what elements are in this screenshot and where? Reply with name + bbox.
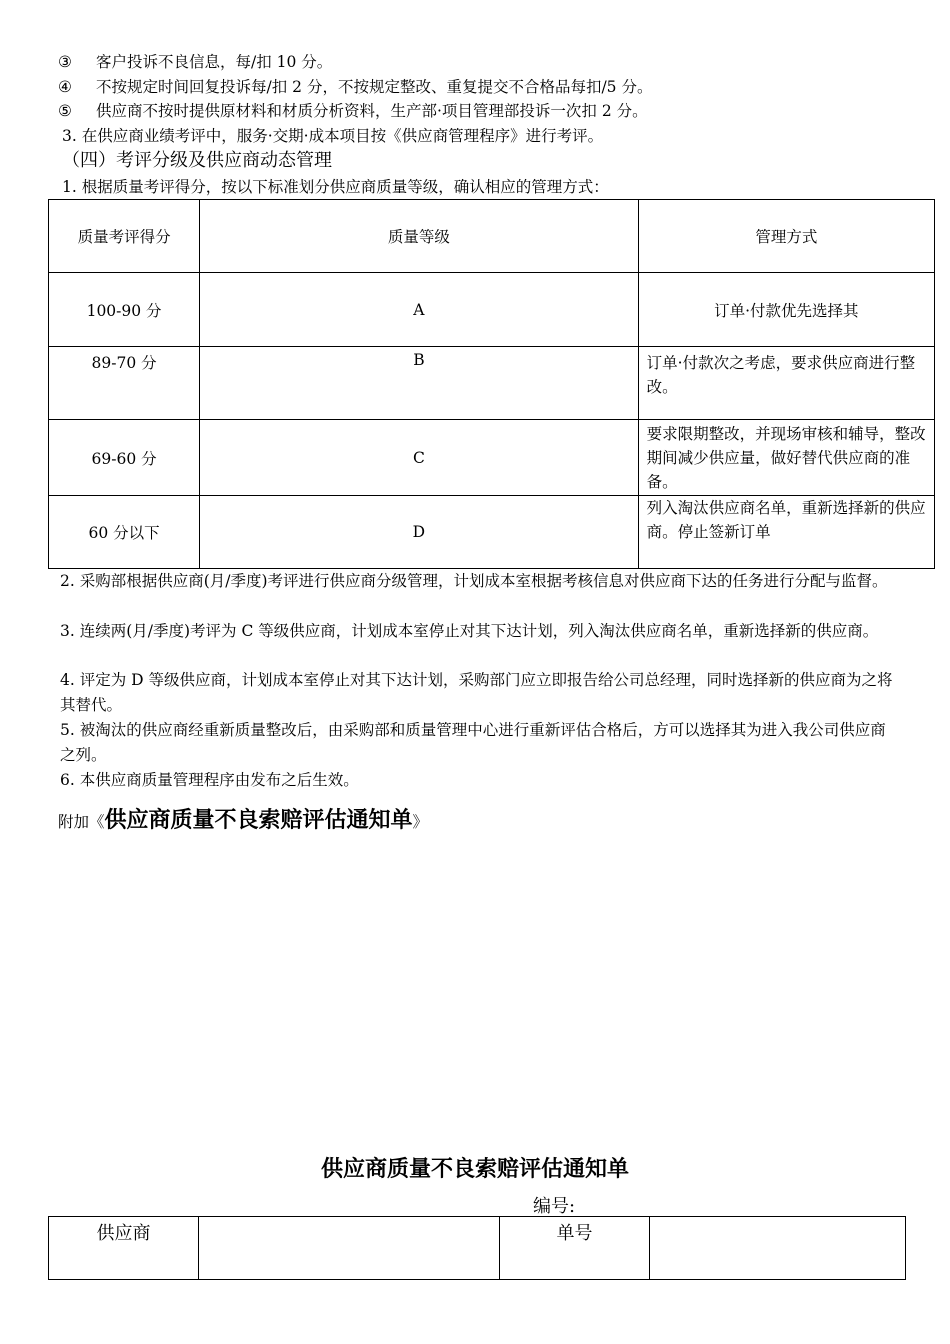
evaluation-note: 3. 在供应商业绩考评中，服务·交期·成本项目按《供应商管理程序》进行考评。	[62, 127, 604, 145]
cell-score: 60 分以下	[49, 496, 200, 569]
cell-grade: B	[200, 347, 638, 420]
paragraph: 6. 本供应商质量管理程序由发布之后生效。	[60, 771, 359, 789]
appendix-prefix: 附加《	[58, 813, 105, 831]
item-number: ⑤	[58, 102, 72, 120]
cell-grade: C	[200, 420, 638, 496]
cell-management: 订单·付款优先选择其	[638, 273, 934, 347]
table-row	[49, 496, 935, 569]
cell-grade: D	[200, 496, 638, 569]
appendix-line	[58, 803, 428, 834]
paragraph: 2. 采购部根据供应商(月/季度)考评进行供应商分级管理，计划成本室根据考核信息对供应商下达的任务进行分配与监督。	[60, 572, 888, 590]
appendix-title: 供应商质量不良索赔评估通知单	[104, 808, 413, 833]
grading-intro: 1. 根据质量考评得分，按以下标准划分供应商质量等级，确认相应的管理方式：	[62, 178, 609, 196]
item-text: 客户投诉不良信息，每/扣 10 分。	[96, 53, 333, 71]
table-row	[49, 347, 935, 420]
item-text: 不按规定时间回复投诉每/扣 2 分，不按规定整改、重复提交不合格品每扣/5 分。	[96, 78, 653, 96]
supplier-field[interactable]	[199, 1217, 500, 1280]
order-number-field[interactable]	[650, 1217, 906, 1280]
item-number: ④	[58, 78, 72, 96]
table-row	[49, 420, 935, 496]
cell-management: 列入淘汰供应商名单，重新选择新的供应商。停止签新订单	[638, 496, 934, 569]
cell-management: 要求限期整改，并现场审核和辅导，整改期间减少供应量，做好替代供应商的准备。	[638, 420, 934, 496]
item-text: 供应商不按时提供原材料和材质分析资料，生产部·项目管理部投诉一次扣 2 分。	[96, 102, 648, 120]
table-header-row	[49, 200, 935, 273]
cell-score: 89-70 分	[49, 347, 200, 420]
serial-number-label: 编号:	[533, 1196, 576, 1217]
cell-score: 100-90 分	[49, 273, 200, 347]
deduction-item	[58, 52, 332, 72]
header-score: 质量考评得分	[49, 200, 200, 273]
paragraph: 3. 连续两(月/季度)考评为 C 等级供应商，计划成本室停止对其下达计划，列入淘汰供应商名单，重新选择新的供应商。	[60, 622, 879, 640]
form-title: 供应商质量不良索赔评估通知单	[320, 1157, 629, 1182]
cell-score: 69-60 分	[49, 420, 200, 496]
deduction-item	[58, 101, 648, 121]
quality-grade-table	[48, 199, 935, 569]
paragraph: 5. 被淘汰的供应商经重新质量整改后，由采购部和质量管理中心进行重新评估合格后，方可以选择其为进入我公司供应商之列。	[60, 721, 886, 764]
item-number: ③	[58, 53, 72, 71]
claim-form-table	[48, 1216, 906, 1280]
appendix-suffix: 》	[412, 813, 429, 831]
order-number-label: 单号	[500, 1217, 650, 1280]
section-heading: （四）考评分级及供应商动态管理	[62, 150, 332, 171]
paragraph: 4. 评定为 D 等级供应商，计划成本室停止对其下达计划，采购部门应立即报告给公司总经理，同时选择新的供应商为之将其替代。	[60, 671, 893, 714]
supplier-label: 供应商	[49, 1217, 199, 1280]
cell-management: 订单·付款次之考虑，要求供应商进行整改。	[638, 347, 934, 420]
header-management: 管理方式	[638, 200, 934, 273]
table-row	[49, 273, 935, 347]
deduction-item	[58, 77, 652, 97]
header-grade: 质量等级	[200, 200, 638, 273]
cell-grade: A	[200, 273, 638, 347]
